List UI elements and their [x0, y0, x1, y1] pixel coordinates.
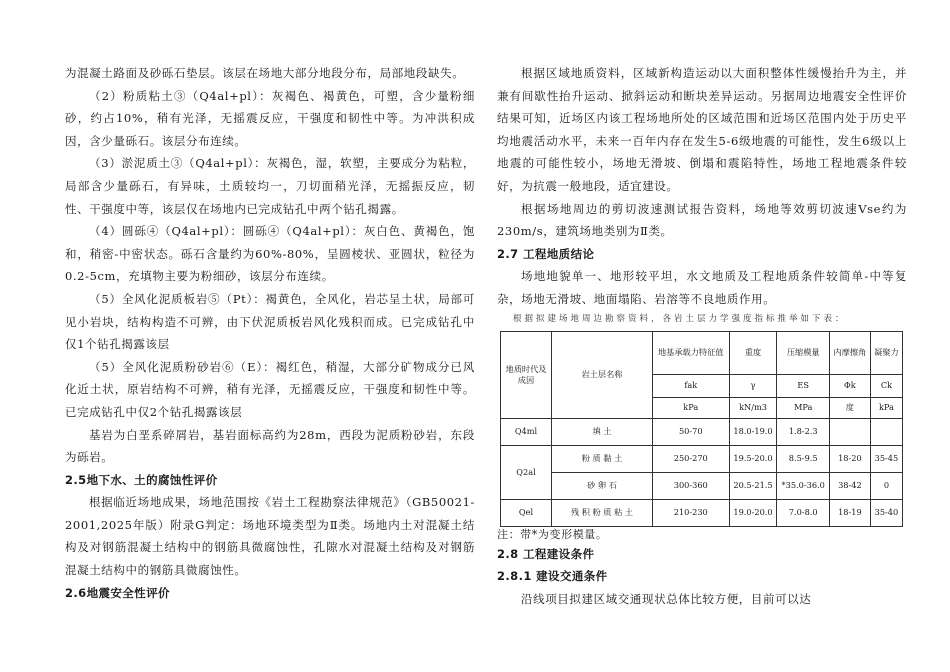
cell-fak: 300-360	[653, 472, 730, 499]
cell-gamma: 19.0-20.0	[729, 499, 777, 526]
cell-es: 7.0-8.0	[777, 499, 829, 526]
unit-phi: 度	[829, 397, 870, 418]
symbol-es: ES	[777, 374, 829, 397]
paragraph-shear-wave: 根据场地周边的剪切波速测试报告资料，场地等效剪切波速Vse约为230m/s，建筑场地类别为Ⅱ类。	[497, 201, 907, 239]
cell-name: 砂 卵 石	[552, 472, 653, 499]
left-column	[65, 62, 475, 604]
table-row	[501, 418, 903, 445]
heading-2-8-1: 2.8.1 建设交通条件	[497, 569, 608, 584]
table-header-row	[501, 331, 903, 374]
cell-phi: 18-19	[829, 499, 870, 526]
paragraph-round-gravel: （4）圆砾④（Q4al+pl）：圆砾④（Q4al+pl）：灰白色、黄褐色，饱和，稍密-中密状态。砾石含量约为60%-80%，呈圆棱状、亚圆状，粒径为0.2-5cm，充填物主要为粉细砂，该层分布连续。	[65, 224, 475, 284]
cell-fak: 250-270	[653, 445, 730, 472]
cell-fak: 210-230	[653, 499, 730, 526]
header-age: 地质时代及成因	[501, 331, 552, 418]
symbol-phi: Φk	[829, 374, 870, 397]
paragraph-weathered-slate: （5）全风化泥质板岩⑤（Pt）：褐黄色，全风化，岩芯呈土状，局部可见小岩块，结构构造不可辨，由下伏泥质板岩风化残积而成。已完成钻孔中仅1个钻孔揭露该层	[65, 291, 475, 352]
cell-name: 粉 质 黏 土	[552, 445, 653, 472]
header-es: 压缩模量	[777, 331, 829, 374]
cell-age: Qel	[501, 499, 552, 526]
soil-properties-table	[500, 331, 903, 527]
header-gamma: 重度	[729, 331, 777, 374]
cell-name: 残 积 粉 质 粘 土	[552, 499, 653, 526]
table-intro: 根据拟建场地周边勘察资料，各岩土层力学强度指标推举如下表：	[513, 313, 847, 324]
heading-2-8: 2.8 工程建设条件	[497, 546, 595, 561]
paragraph-weathered-siltstone: （5）全风化泥质粉砂岩⑥（E）：褐红色，稍湿，大部分矿物成分已风化近土状，原岩结构不可辨，稍有光泽，无摇震反应，干强度和韧性中等。已完成钻孔中仅2个钻孔揭露该层	[65, 359, 475, 419]
symbol-fak: fak	[653, 374, 730, 397]
cell-age: Q4ml	[501, 418, 552, 445]
header-name: 岩土层名称	[552, 331, 653, 418]
paragraph-mucky-soil: （3）淤泥质土③（Q4al+pl）：灰褐色，湿，软塑，主要成分为粘粒，局部含少量砾石，有异味，土质较均一，刀切面稍光泽，无摇振反应，韧性、干强度中等，该层仅在场地内已完成钻孔中两个钻孔揭露。	[65, 156, 475, 216]
unit-ck: kPa	[870, 397, 902, 418]
paragraph-bedrock: 基岩为白垩系碎屑岩，基岩面标高约为28m，西段为泥质粉砂岩，东段为砾岩。	[65, 427, 475, 465]
symbol-ck: Ck	[870, 374, 902, 397]
cell-es: 1.8-2.3	[777, 418, 829, 445]
cell-gamma: 20.5-21.5	[729, 472, 777, 499]
cell-ck: 35-45	[870, 445, 902, 472]
unit-fak: kPa	[653, 397, 730, 418]
cell-ck: 35-40	[870, 499, 902, 526]
paragraph-surface-layer: 为混凝土路面及砂砾石垫层。该层在场地大部分地段分布，局部地段缺失。	[65, 66, 465, 80]
cell-phi: 18-20	[829, 445, 870, 472]
header-fak: 地基承载力特征值	[653, 331, 730, 374]
table-row	[501, 499, 903, 526]
header-phi: 内摩擦角	[829, 331, 870, 374]
cell-es: 8.5-9.5	[777, 445, 829, 472]
unit-es: MPa	[777, 397, 829, 418]
cell-fak: 50-70	[653, 418, 730, 445]
cell-phi	[829, 418, 870, 445]
cell-es: *35.0-36.0	[777, 472, 829, 499]
paragraph-seismic: 根据区域地质资料，区域新构造运动以大面积整体性缓慢抬升为主，并兼有间歇性抬升运动、掀斜运动和断块差异运动。另据周边地震安全性评价结果可知，近场区内该工程场地所处的区域范围和近场区范围内处于历史平均地震活动水平，未来一百年内存在发生5-6级地震的可能性，发生6级以上地震的可能性较小，场地无滑坡、倒塌和震陷特性，场地工程地震条件较好，为抗震一般地段，适宜建设。	[497, 66, 907, 193]
right-column	[497, 62, 907, 610]
table-row	[501, 472, 903, 499]
paragraph-traffic: 沿线项目拟建区域交通现状总体比较方便，目前可以达	[521, 591, 812, 606]
paragraph-silty-clay: （2）粉质粘土③（Q4al+pl）：灰褐色、褐黄色，可塑，含少量粉细砂，约占10%，稍有光泽，无摇震反应，干强度和韧性中等。为冲洪积成因，含少量砾石。该层分布连续。	[65, 88, 475, 148]
cell-gamma: 18.0-19.0	[729, 418, 777, 445]
cell-phi: 38-42	[829, 472, 870, 499]
heading-2-7: 2.7 工程地质结论	[497, 246, 595, 261]
cell-name: 填 土	[552, 418, 653, 445]
cell-ck	[870, 418, 902, 445]
header-ck: 凝聚力	[870, 331, 902, 374]
cell-ck: 0	[870, 472, 902, 499]
paragraph-geology-conclusion: 场地地貌单一、地形较平坦，水文地质及工程地质条件较简单-中等复杂，场地无滑坡、地面塌陷、岩溶等不良地质作用。	[497, 269, 907, 306]
paragraph-corrosion: 根据临近场地成果，场地范围按《岩土工程勘察法律规范》（GB50021-2001,2025年版）附录G判定：场地环境类型为Ⅱ类。场地内土对混凝土结构及对钢筋混凝土结构中的钢筋具微腐蚀性，孔隙水对混凝土结构及对钢筋混凝土结构中的钢筋具微腐蚀性。	[65, 495, 475, 578]
heading-2-6: 2.6地震安全性评价	[65, 585, 170, 600]
heading-2-5: 2.5地下水、土的腐蚀性评价	[65, 472, 218, 487]
symbol-gamma: γ	[729, 374, 777, 397]
table-note: 注：带*为变形模量。	[497, 527, 608, 541]
cell-gamma: 19.5-20.0	[729, 445, 777, 472]
table-row	[501, 445, 903, 472]
cell-age: Q2al	[501, 445, 552, 499]
unit-gamma: kN/m3	[729, 397, 777, 418]
